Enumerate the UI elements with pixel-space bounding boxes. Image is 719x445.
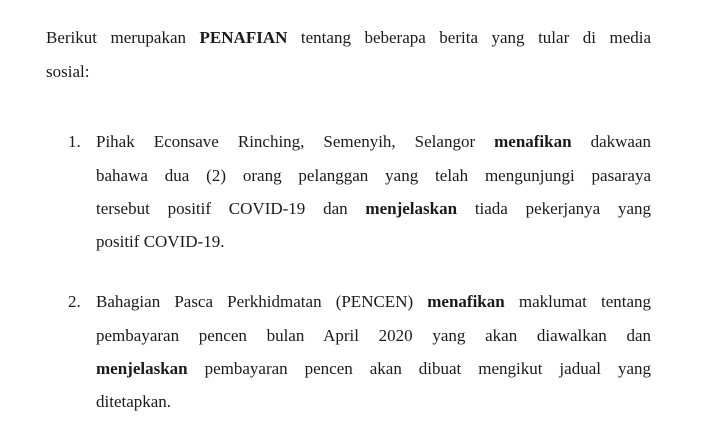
item-number: 2. bbox=[68, 292, 81, 311]
intro-line-2: sosial: bbox=[46, 62, 90, 81]
item-number: 1. bbox=[68, 132, 81, 151]
item-text: dakwaan bbox=[590, 132, 651, 151]
item-text: tersebut positif COVID-19 dan bbox=[96, 199, 348, 218]
intro-text: Berikut merupakan bbox=[46, 28, 187, 47]
item-text: Pihak Econsave Rinching, Semenyih, Selangor bbox=[96, 132, 476, 151]
item-2-line-1 bbox=[96, 292, 651, 312]
item-bold-keyword: menjelaskan bbox=[96, 359, 188, 378]
item-2-line-2 bbox=[96, 326, 651, 346]
item-2-line-4: ditetapkan. bbox=[96, 392, 172, 411]
item-text: bahawa dua (2) orang pelanggan yang telah mengunjungi pasaraya bbox=[96, 166, 651, 185]
item-1-line-1 bbox=[96, 132, 651, 152]
item-text: tiada pekerjanya yang bbox=[474, 199, 652, 218]
item-text: maklumat tentang bbox=[518, 292, 652, 311]
intro-line-1 bbox=[46, 28, 651, 48]
item-1-line-4: positif COVID-19. bbox=[96, 232, 225, 251]
item-text: pembayaran pencen akan dibuat mengikut jadual yang bbox=[204, 359, 651, 378]
intro-text-continued: tentang beberapa berita yang tular di media bbox=[300, 28, 652, 47]
item-bold-keyword: menjelaskan bbox=[365, 199, 458, 218]
item-bold-keyword: menafikan bbox=[427, 292, 505, 311]
item-1-line-3 bbox=[96, 199, 651, 219]
item-2-line-3 bbox=[96, 359, 651, 379]
item-1-line-2 bbox=[96, 166, 651, 186]
intro-bold-keyword: PENAFIAN bbox=[199, 28, 288, 47]
item-text: Bahagian Pasca Perkhidmatan (PENCEN) bbox=[96, 292, 414, 311]
item-bold-keyword: menafikan bbox=[494, 132, 572, 151]
item-text: pembayaran pencen bulan April 2020 yang akan diawalkan dan bbox=[96, 326, 651, 345]
